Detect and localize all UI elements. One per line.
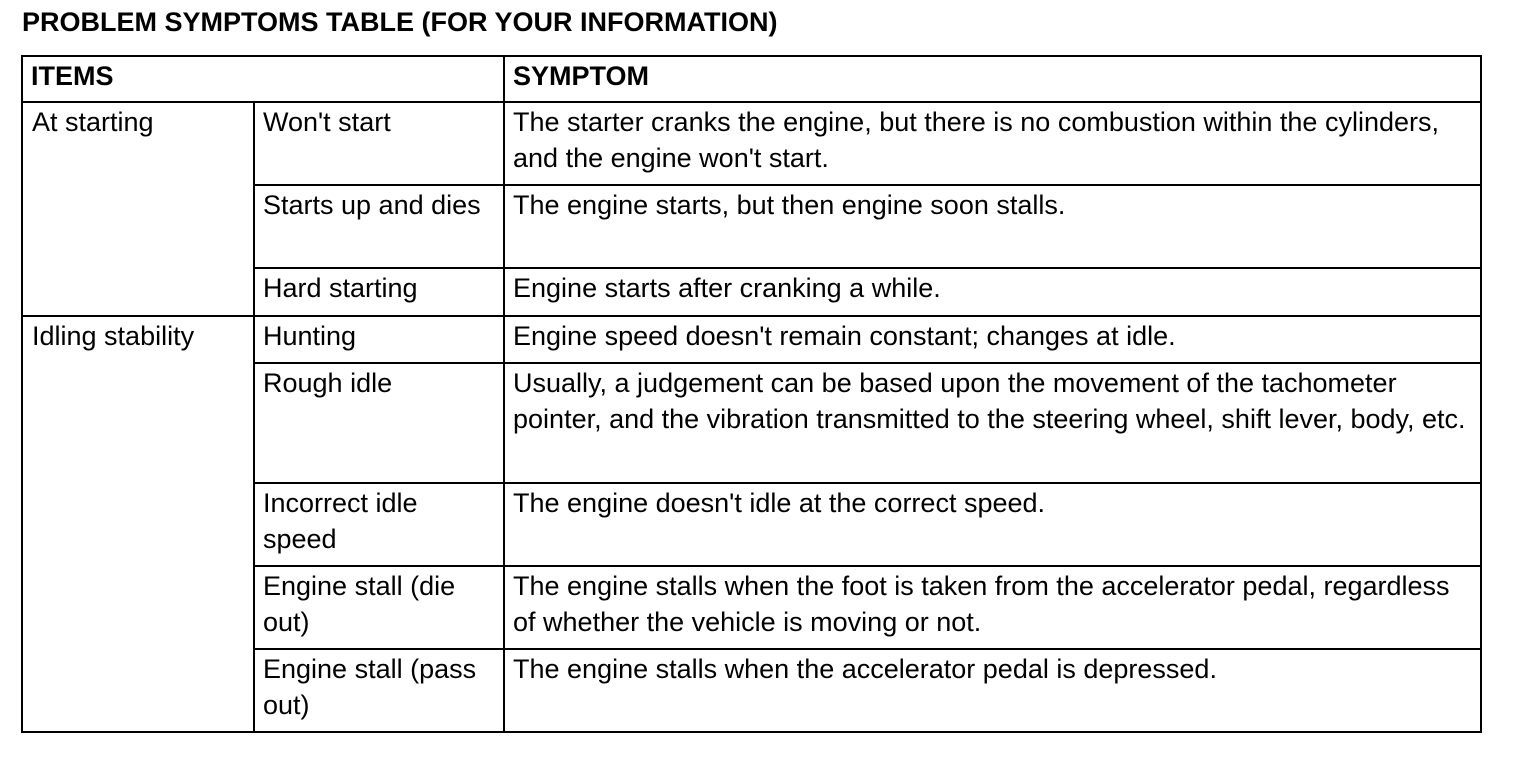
table-row [22,102,1481,185]
symptom-cell: The starter cranks the engine, but there is no combustion within the cylinders, and the engine won't start. [504,102,1481,185]
symptom-cell: Engine starts after cranking a while. [504,268,1481,316]
item-cell: Hunting [254,316,504,363]
symptom-cell: Usually, a judgement can be based upon the movement of the tachometer pointer, and the vibration transmitted to the steering wheel, shift lever, body, etc. [504,363,1481,483]
symptom-cell: Engine speed doesn't remain constant; changes at idle. [504,316,1481,363]
item-cell: Won't start [254,102,504,185]
item-cell: Engine stall (pass out) [254,649,504,732]
symptom-cell: The engine doesn't idle at the correct speed. [504,483,1481,566]
group-label-at-starting: At starting [22,102,254,316]
item-cell: Starts up and dies [254,185,504,268]
header-items: ITEMS [22,56,504,102]
item-cell: Rough idle [254,363,504,483]
problem-symptoms-table [21,55,1482,733]
header-symptom: SYMPTOM [504,56,1481,102]
item-cell: Incorrect idle speed [254,483,504,566]
symptom-cell: The engine stalls when the foot is taken from the accelerator pedal, regardless of whether the vehicle is moving or not. [504,566,1481,649]
item-cell: Engine stall (die out) [254,566,504,649]
symptom-cell: The engine starts, but then engine soon stalls. [504,185,1481,268]
symptom-cell: The engine stalls when the accelerator pedal is depressed. [504,649,1481,732]
group-label-idling-stability: Idling stability [22,316,254,732]
table-row [22,316,1481,363]
page-title: PROBLEM SYMPTOMS TABLE (FOR YOUR INFORMATION) [22,7,778,37]
table-header-row [22,56,1481,102]
item-cell: Hard starting [254,268,504,316]
